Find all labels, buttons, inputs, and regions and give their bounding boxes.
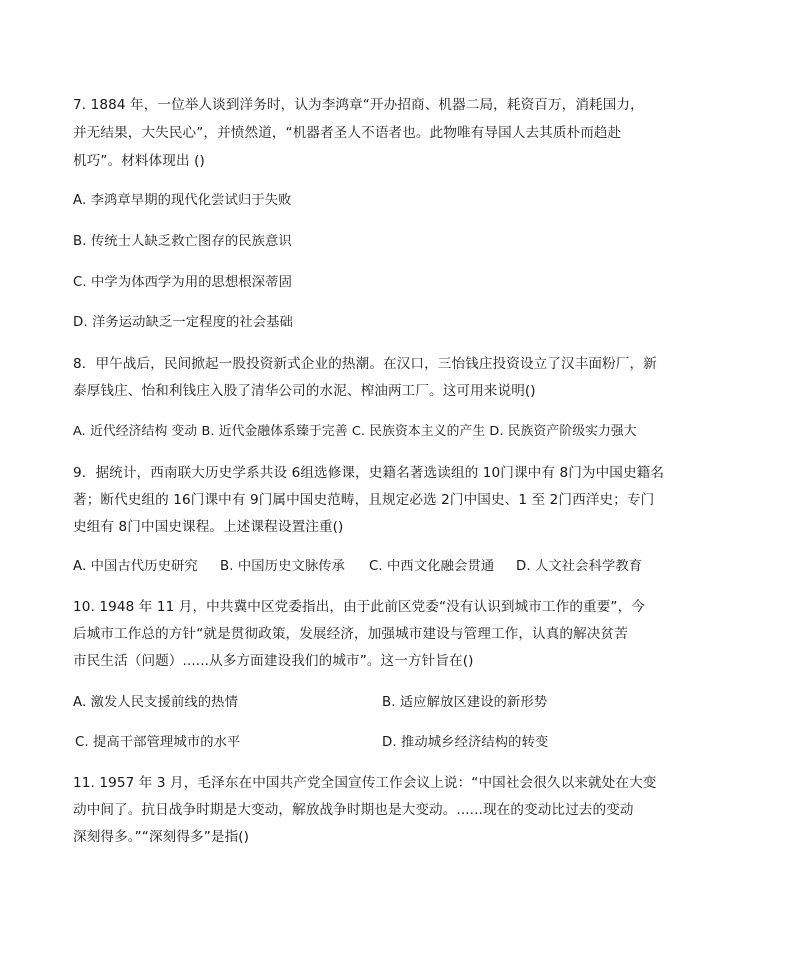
question-10-line-2: 后城市工作总的方针“就是贯彻政策，发展经济，加强城市建设与管理工作，认真的解决贫苦 [73, 626, 628, 642]
question-10-option-c: C. 提高干部管理城市的水平 [75, 735, 241, 750]
question-7-line-2: 并无结果，大失民心”，并愤然道，“机器者圣人不语者也。此物唯有导国人去其质朴而趋赴 [73, 125, 622, 141]
question-7-option-c: C. 中学为体西学为用的思想根深蒂固 [73, 275, 292, 290]
question-7-option-b: B. 传统士人缺乏救亡图存的民族意识 [73, 234, 292, 249]
question-9-option-b: B. 中国历史文脉传承 [220, 559, 346, 574]
question-7-option-a: A. 李鸿章早期的现代化尝试归于失败 [73, 193, 292, 208]
question-10-line-3: 市民生活（问题）......从多方面建设我们的城市”。这一方针旨在() [73, 653, 474, 669]
question-10-option-d: D. 推动城乡经济结构的转变 [382, 735, 549, 750]
question-8-line-2: 泰厚钱庄、怡和利钱庄入股了清华公司的水泥、榨油两工厂。这可用来说明() [73, 383, 536, 399]
question-9-line-3: 史组有 8门中国史课程。上述课程设置注重() [73, 519, 344, 535]
question-9-line-2: 著；断代史组的 16门课中有 9门属中国史范畴，且规定必选 2门中国史、1 至 2门西洋史；专门 [73, 492, 655, 508]
question-11-line-1: 11. 1957 年 3 月，毛泽东在中国共产党全国宣传工作会议上说：“中国社会很久以来就处在大变 [73, 775, 657, 791]
question-7-line-1: 7. 1884 年，一位举人谈到洋务时，认为李鸿章“开办招商、机器二局，耗资百万，消耗国力， [73, 97, 644, 113]
question-9-option-c: C. 中西文化融会贯通 [369, 559, 495, 574]
question-10-option-b: B. 适应解放区建设的新形势 [382, 695, 548, 710]
question-10-line-1: 10. 1948 年 11 月，中共冀中区党委指出，由于此前区党委“没有认识到城市工作的重要”，今 [73, 599, 645, 615]
question-7-line-3: 机巧”。材料体现出 () [73, 153, 205, 169]
question-8-line-1: 8．甲午战后，民间掀起一股投资新式企业的热潮。在汉口，三怡钱庄投资设立了汉丰面粉厂，新 [73, 356, 657, 372]
question-8-options: A. 近代经济结构 变动 B. 近代金融体系臻于完善 C. 民族资本主义的产生 D. 民族资产阶级实力强大 [73, 424, 637, 439]
question-9-line-1: 9．据统计，西南联大历史学系共设 6组选修课，史籍名著选读组的 10门课中有 8门为中国史籍名 [73, 465, 665, 481]
question-10-option-a: A. 激发人民支援前线的热情 [73, 695, 238, 710]
question-9-option-a: A. 中国古代历史研究 [73, 559, 198, 574]
question-7-option-d: D. 洋务运动缺乏一定程度的社会基础 [73, 315, 293, 330]
question-9-option-d: D. 人文社会科学教育 [516, 559, 643, 574]
question-11-line-2: 动中间了。抗日战争时期是大变动，解放战争时期也是大变动。......现在的变动比过去的变动 [73, 802, 634, 818]
question-11-line-3: 深刻得多。”“深刻得多”是指() [73, 829, 250, 845]
